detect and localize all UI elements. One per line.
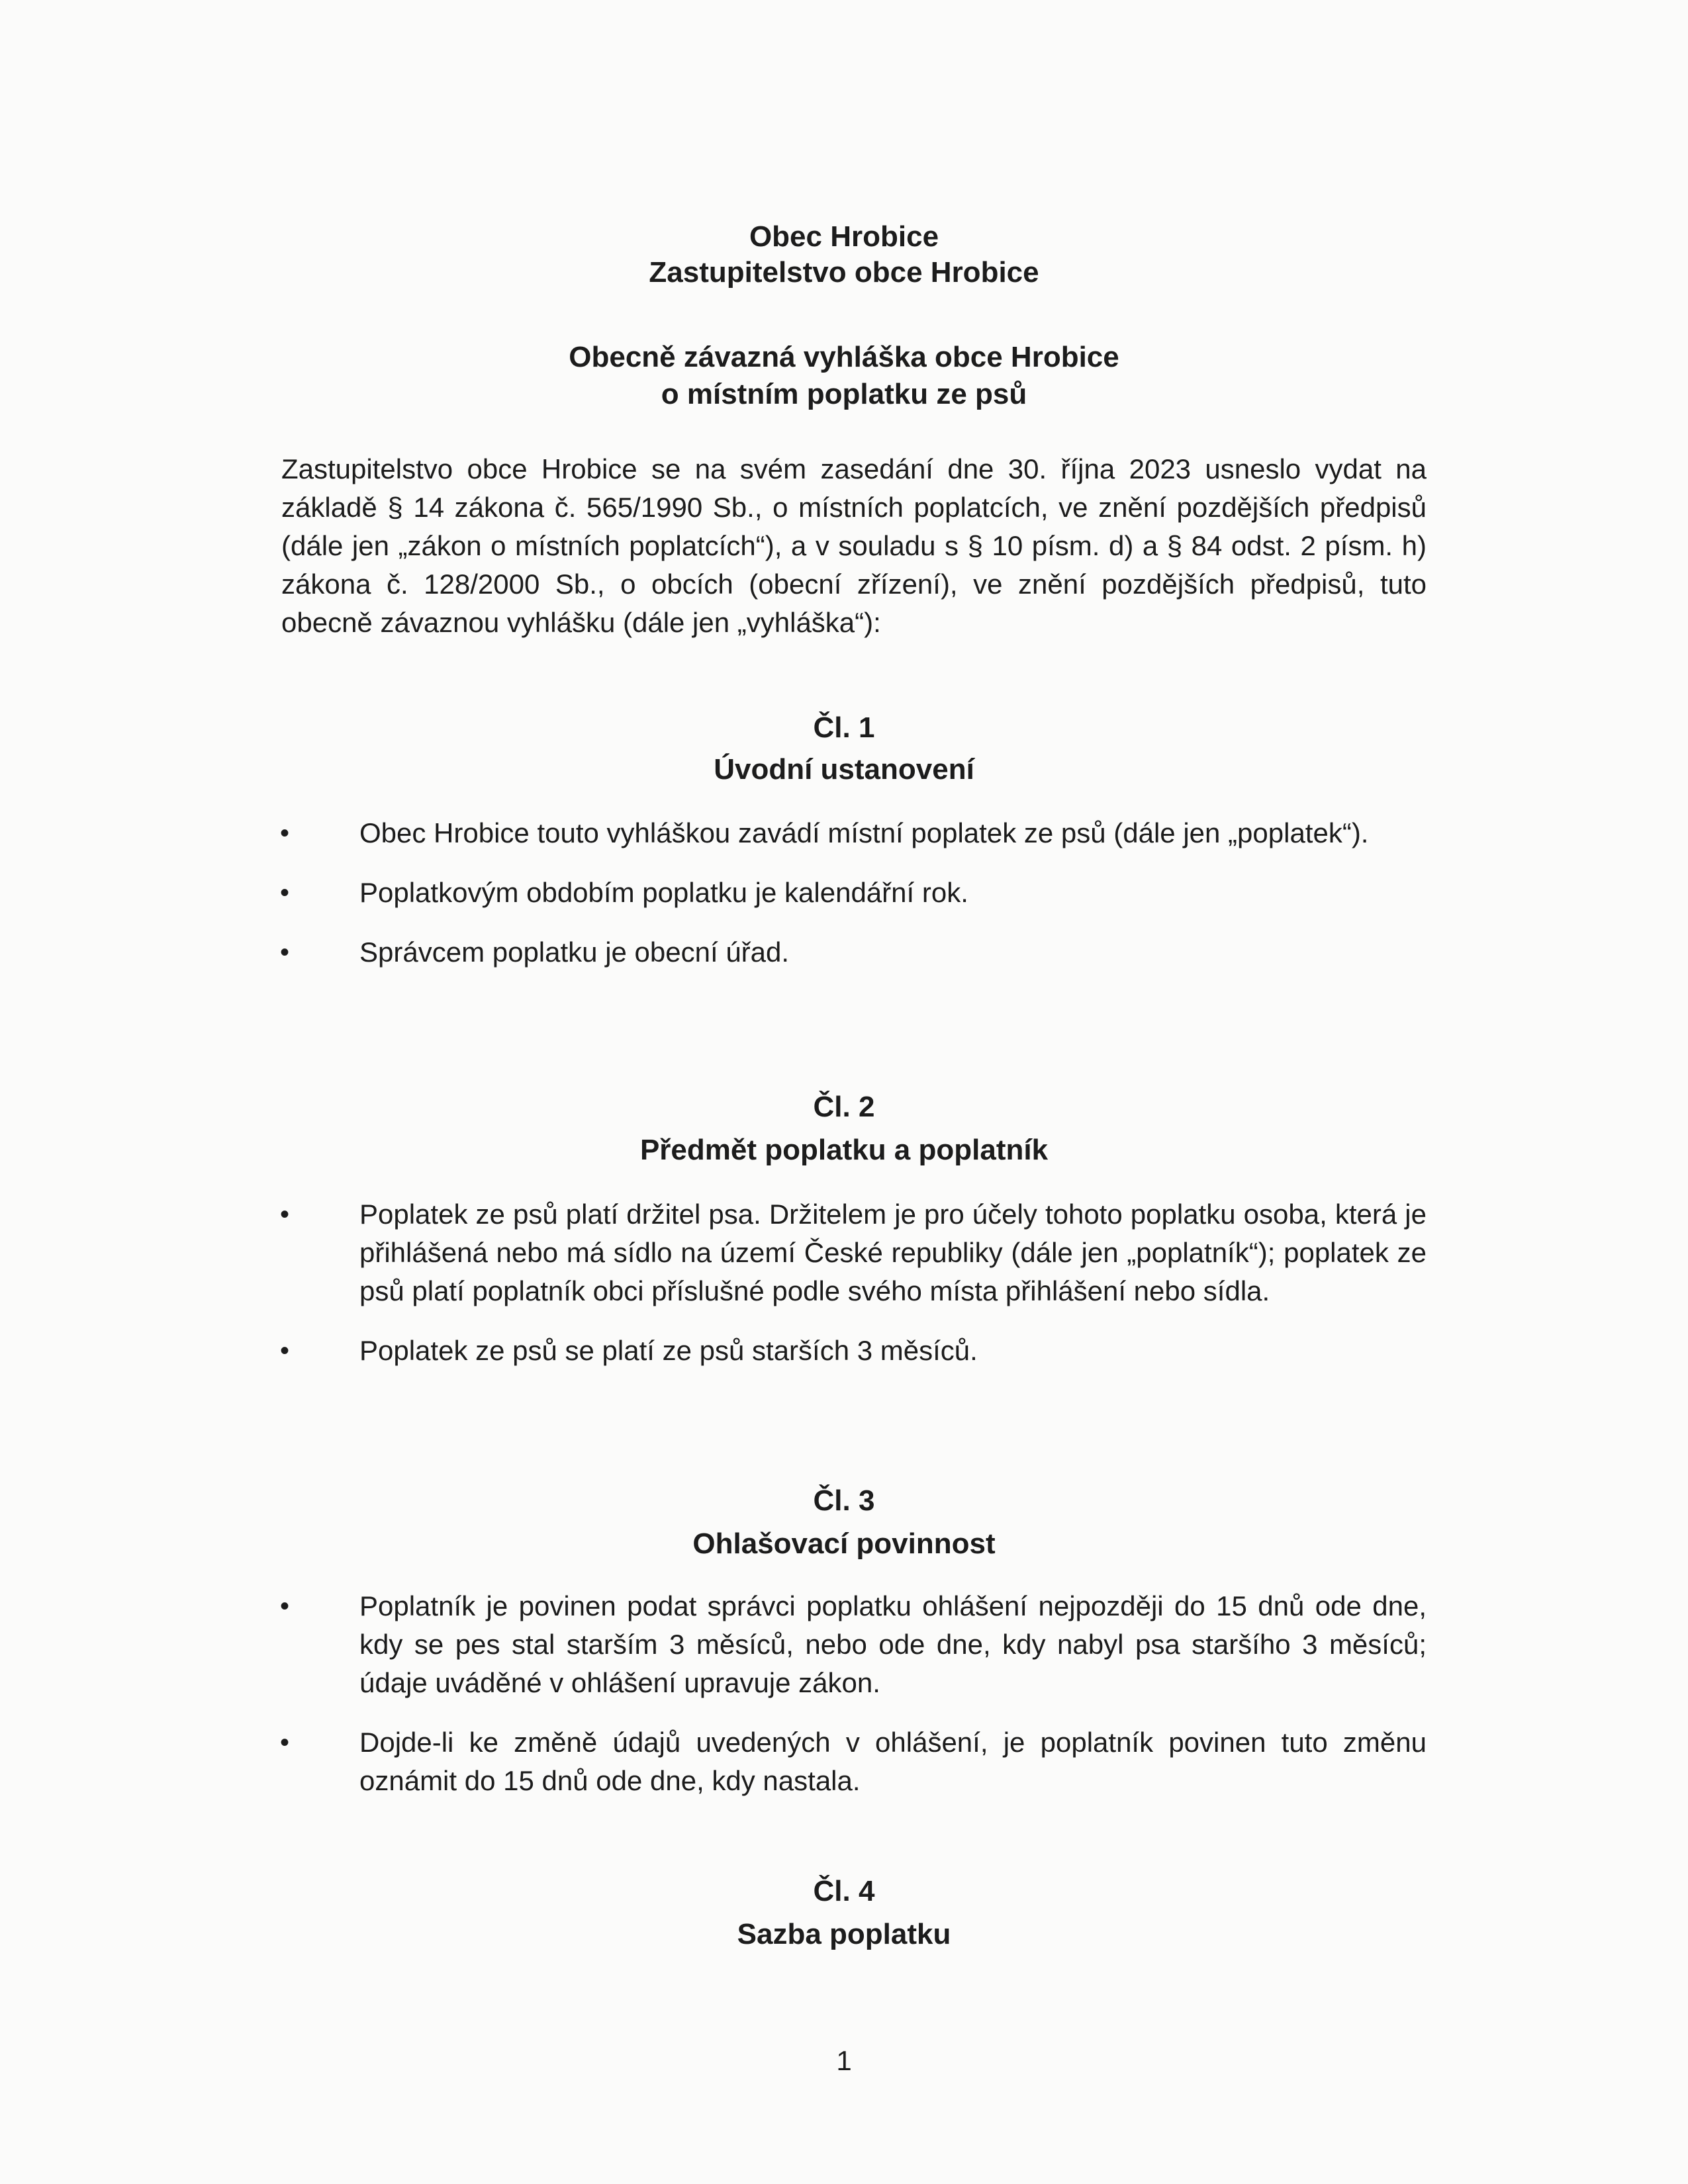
article-3-number: Čl. 3 (813, 1484, 875, 1517)
list-item-text: Obec Hrobice touto vyhláškou zavádí místní poplatek ze psů (dále jen „poplatek“). (359, 817, 1369, 848)
bullet-icon: • (280, 1592, 290, 1621)
list-item-text: Dojde-li ke změně údajů uvedených v ohlášení, je poplatník povinen tuto změnu oznámit do 15 dnů ode dne, kdy nastala. (359, 1727, 1427, 1796)
list-item (0, 1332, 1427, 1370)
document-title-line2: o místním poplatku ze psů (661, 378, 1027, 410)
list-item-text: Poplatník je povinen podat správci poplatku ohlášení nejpozději do 15 dnů ode dne, kdy se pes stal starším 3 měsíců, nebo ode dne, kdy nabyl psa staršího 3 měsíců; údaje uváděné v ohlášení upravuje zákon. (359, 1590, 1427, 1698)
article-4-title: Sazba poplatku (737, 1918, 951, 1950)
list-item (0, 814, 1427, 852)
article-4-number: Čl. 4 (813, 1875, 875, 1907)
article-2-number: Čl. 2 (813, 1091, 875, 1123)
article-1-title: Úvodní ustanovení (714, 753, 974, 786)
list-item (0, 1723, 1427, 1800)
article-1-number: Čl. 1 (813, 711, 875, 744)
bullet-icon: • (280, 938, 290, 967)
list-item-text: Poplatkovým obdobím poplatku je kalendářní rok. (359, 877, 968, 908)
list-item-text: Poplatek ze psů se platí ze psů starších 3 měsíců. (359, 1335, 978, 1366)
article-3-title: Ohlašovací povinnost (692, 1527, 996, 1560)
list-item (0, 1195, 1427, 1310)
list-item-text: Poplatek ze psů platí držitel psa. Držitelem je pro účely tohoto poplatku osoba, která je přihlášená nebo má sídlo na území České republiky (dále jen „poplatník“); poplatek ze psů platí poplatník obci příslušné podle svého místa přihlášení nebo sídla. (359, 1199, 1427, 1306)
municipality-name: Obec Hrobice (749, 220, 939, 253)
article-3-list (0, 1587, 1688, 1821)
list-item (0, 1587, 1427, 1702)
list-item-text: Správcem poplatku je obecní úřad. (359, 936, 790, 968)
bullet-icon: • (280, 1336, 290, 1365)
bullet-icon: • (280, 819, 290, 848)
bullet-icon: • (280, 878, 290, 907)
article-2-title: Předmět poplatku a poplatník (639, 1134, 1049, 1166)
bullet-icon: • (280, 1200, 290, 1229)
intro-paragraph: Zastupitelstvo obce Hrobice se na svém zasedání dne 30. října 2023 usneslo vydat na základě § 14 zákona č. 565/1990 Sb., o místních poplatcích, ve znění pozdějších předpisů (dále jen „zákon o místních poplatcích“), a v souladu s § 10 písm. d) a § 84 odst. 2 písm. h) zákona č. 128/2000 Sb., o obcích (obecní zřízení), ve znění pozdějších předpisů, tuto obecně závaznou vyhlášku (dále jen „vyhláška“): (281, 453, 1427, 638)
list-item (0, 933, 1427, 972)
list-item (0, 874, 1427, 912)
document-title-line1: Obecně závazná vyhláška obce Hrobice (569, 341, 1119, 373)
article-2-list (0, 1195, 1688, 1391)
page-number: 1 (836, 2045, 852, 2076)
article-1-list (0, 814, 1688, 993)
council-name: Zastupitelstvo obce Hrobice (649, 256, 1039, 289)
bullet-icon: • (280, 1728, 290, 1757)
